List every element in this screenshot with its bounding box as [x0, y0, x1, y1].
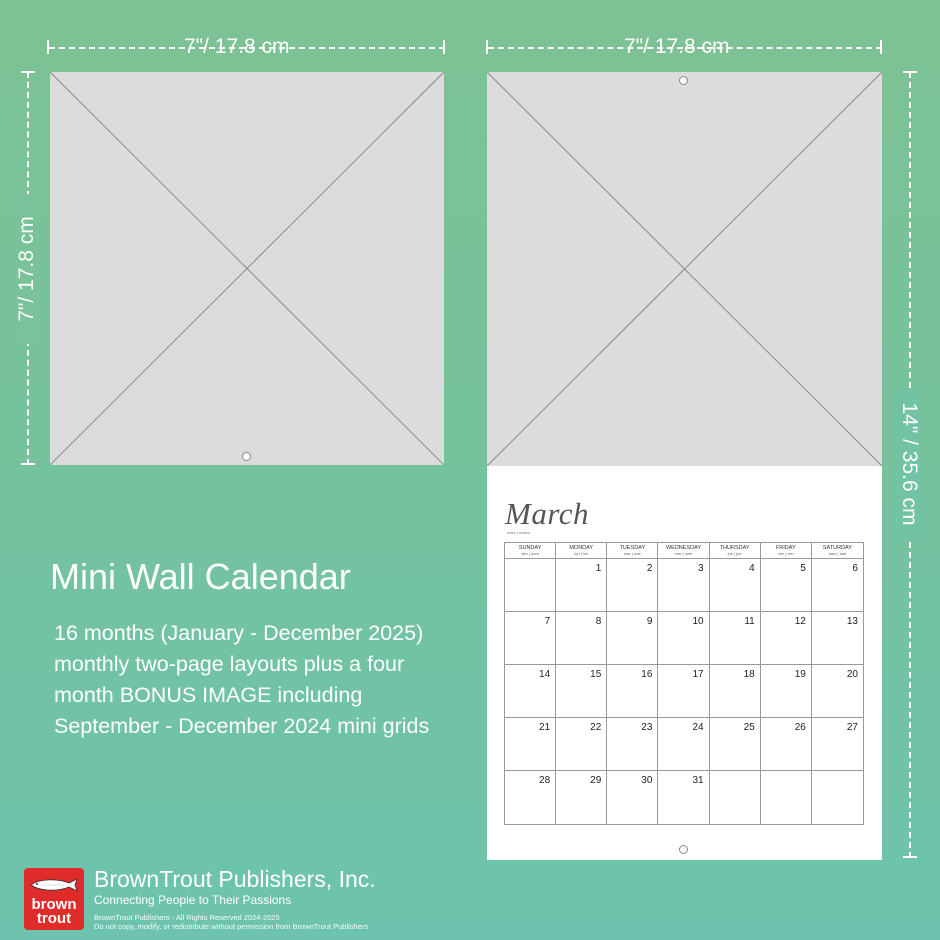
day-cell	[761, 718, 812, 771]
calendar-page	[487, 466, 882, 860]
day-cell	[607, 718, 658, 771]
logo-text-trout: trout	[36, 910, 72, 927]
description-line: September - December 2024 mini grids	[54, 714, 430, 738]
weekday-header	[710, 543, 761, 559]
weekday-header	[812, 543, 863, 559]
day-cell	[761, 559, 812, 612]
day-cell	[761, 771, 812, 824]
day-cell	[505, 559, 556, 612]
day-number: 27	[846, 722, 858, 733]
day-number: 25	[743, 722, 755, 733]
day-cell	[556, 665, 607, 718]
day-cell	[658, 559, 709, 612]
left-width-cap-right	[443, 40, 445, 54]
day-number: 13	[846, 616, 858, 627]
month-title: March	[505, 496, 589, 531]
day-cell	[505, 718, 556, 771]
weekday-translation: sam | sáb	[828, 551, 847, 556]
right-height-cap-bottom	[903, 856, 917, 858]
day-number: 29	[590, 775, 602, 786]
product-title: Mini Wall Calendar	[50, 556, 351, 597]
weekday-header	[556, 543, 607, 559]
right-width-label: 7"/ 17.8 cm	[624, 35, 730, 58]
day-number: 8	[595, 616, 602, 627]
day-cell	[658, 612, 709, 665]
day-cell	[761, 665, 812, 718]
day-number: 6	[852, 563, 858, 574]
day-number: 16	[641, 669, 653, 680]
publisher-legal-notice: Do not copy, modify, or redistribute without permission from BrownTrout Publishers	[94, 922, 369, 931]
weekday-header	[505, 543, 556, 559]
day-number: 14	[539, 669, 551, 680]
day-cell	[556, 718, 607, 771]
left-hanging-hole	[242, 452, 251, 461]
day-number: 30	[641, 775, 653, 786]
day-cell	[710, 718, 761, 771]
day-cell	[710, 665, 761, 718]
day-cell	[556, 612, 607, 665]
day-number: 23	[641, 722, 653, 733]
trout-icon	[29, 877, 79, 893]
day-number: 26	[794, 722, 806, 733]
day-cell	[658, 665, 709, 718]
weekday-name: MONDAY	[569, 545, 594, 551]
weekday-translation: mar | mar	[623, 551, 641, 556]
day-cell	[658, 718, 709, 771]
weekday-name: SUNDAY	[518, 545, 542, 551]
weekday-header	[761, 543, 812, 559]
day-cell	[505, 771, 556, 824]
publisher-tagline: Connecting People to Their Passions	[94, 893, 292, 907]
logo-text-brown: brown	[31, 896, 77, 913]
day-cell	[505, 665, 556, 718]
day-number: 20	[846, 669, 858, 680]
left-image-placeholder	[50, 72, 444, 465]
right-top-hanging-hole	[679, 76, 688, 85]
day-number: 31	[692, 775, 704, 786]
browntrout-logo	[24, 868, 84, 930]
day-cell	[812, 612, 863, 665]
day-cell	[812, 718, 863, 771]
description-line: month BONUS IMAGE including	[54, 683, 363, 707]
right-placeholder-cross	[487, 72, 882, 466]
day-number: 5	[800, 563, 806, 574]
day-number: 10	[692, 616, 704, 627]
day-cell	[812, 559, 863, 612]
day-cell	[812, 771, 863, 824]
day-number: 7	[544, 616, 551, 627]
left-height-label: 7"/ 17.8 cm	[15, 194, 39, 344]
day-cell	[505, 612, 556, 665]
calendar-grid	[504, 542, 864, 825]
day-cell	[812, 665, 863, 718]
day-number: 24	[692, 722, 704, 733]
day-number: 11	[744, 616, 755, 627]
weekday-header	[658, 543, 709, 559]
day-cell	[658, 771, 709, 824]
weekday-name: FRIDAY	[775, 545, 796, 551]
description-line: 16 months (January - December 2025)	[54, 621, 424, 645]
day-number: 3	[698, 563, 704, 574]
weekday-translation: mer | miér	[674, 551, 693, 556]
weekday-translation: lun | lun	[574, 551, 589, 556]
left-width-label: 7"/ 17.8 cm	[184, 35, 290, 58]
day-number: 28	[539, 775, 551, 786]
day-number: 21	[539, 722, 551, 733]
right-image-placeholder	[487, 72, 882, 466]
right-width-cap-right	[880, 40, 882, 54]
weekday-header	[607, 543, 658, 559]
day-number: 19	[794, 669, 806, 680]
day-number: 12	[794, 616, 806, 627]
day-cell	[710, 559, 761, 612]
weekday-translation: jue | jue	[727, 551, 742, 556]
weekday-translation: ven | vier	[777, 551, 794, 556]
calendar-bottom-hole	[679, 845, 688, 854]
month-subtitle: mars | marzo	[507, 530, 531, 535]
right-height-label: 14" / 35.6 cm	[897, 389, 921, 539]
day-number: 4	[749, 563, 755, 574]
publisher-name: BrownTrout Publishers, Inc.	[94, 866, 376, 892]
weekday-translation: dim | dom	[521, 551, 539, 556]
day-number: 2	[646, 563, 653, 574]
day-cell	[607, 771, 658, 824]
day-cell	[607, 665, 658, 718]
day-cell	[710, 612, 761, 665]
weekday-name: TUESDAY	[619, 545, 646, 551]
day-cell	[710, 771, 761, 824]
day-cell	[556, 771, 607, 824]
day-number: 1	[595, 563, 602, 574]
weekday-name: SATURDAY	[822, 545, 852, 551]
description-line: monthly two-page layouts plus a four	[54, 652, 405, 676]
day-cell	[556, 559, 607, 612]
day-cell	[761, 612, 812, 665]
day-number: 15	[590, 669, 602, 680]
day-number: 18	[743, 669, 755, 680]
day-number: 9	[646, 616, 653, 627]
publisher-copyright: BrownTrout Publishers - All Rights Reserved 2024-2025	[94, 913, 280, 922]
weekday-name: WEDNESDAY	[665, 545, 702, 551]
left-height-cap-bottom	[21, 463, 35, 465]
weekday-name: THURSDAY	[719, 545, 750, 551]
day-number: 17	[692, 669, 704, 680]
day-number: 22	[590, 722, 602, 733]
day-cell	[607, 559, 658, 612]
left-placeholder-cross	[50, 72, 444, 465]
day-cell	[607, 612, 658, 665]
